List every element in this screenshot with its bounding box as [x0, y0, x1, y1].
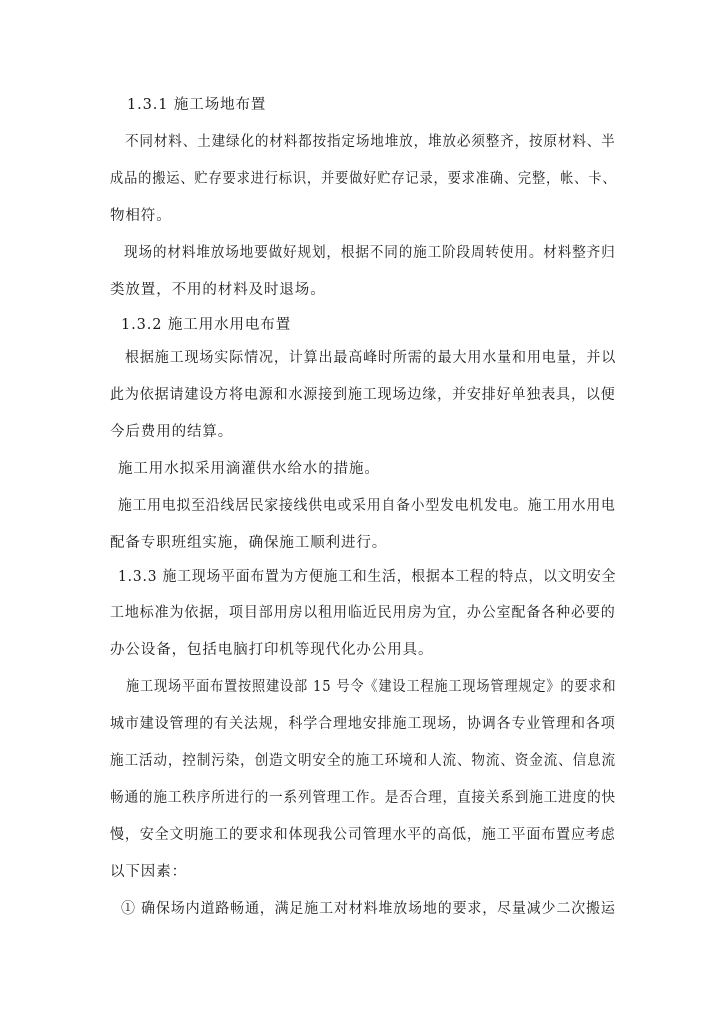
paragraph-line: 此为依据请建设方将电源和水源接到施工现场边缘，并安排好单独表具，以便 — [110, 387, 616, 403]
paragraph-line: 施工现场平面布置按照建设部 15 号令《建设工程施工现场管理规定》的要求和 — [126, 679, 617, 695]
paragraph-line: 根据施工现场实际情况，计算出最高峰时所需的最大用水量和用电量，并以 — [125, 350, 617, 366]
paragraph-line: 物相符。 — [110, 208, 172, 224]
paragraph-line: 现场的材料堆放场地要做好规划，根据不同的施工阶段周转使用。材料整齐归 — [124, 245, 616, 261]
section-heading-1-3-3: 1.3.3 施工现场平面布置为方便施工和生活，根据本工程的特点，以文明安全 — [118, 569, 617, 585]
section-heading-1-3-1: 1.3.1 施工场地布置 — [127, 97, 267, 113]
paragraph-line: 配备专职班组实施，确保施工顺利进行。 — [110, 535, 388, 551]
paragraph-line: 畅通的施工秩序所进行的一系列管理工作。是否合理，直接关系到施工进度的快 — [110, 790, 617, 806]
paragraph-line: 成品的搬运、贮存要求进行标识，并要做好贮存记录，要求准确、完整，帐、卡、 — [110, 171, 617, 187]
paragraph-line: 慢，安全文明施工的要求和体现我公司管理水平的高低，施工平面布置应考虑 — [110, 827, 616, 843]
section-heading-1-3-2: 1.3.2 施工用水用电布置 — [121, 317, 292, 333]
paragraph-line: 办公设备，包括电脑打印机等现代化办公用具。 — [110, 642, 434, 658]
list-item-line: ① 确保场内道路畅通，满足施工对材料堆放场地的要求，尽量减少二次搬运 — [121, 901, 616, 917]
paragraph-line: 城市建设管理的有关法规，科学合理地安排施工现场，协调各专业管理和各项 — [110, 716, 616, 732]
paragraph-line: 施工活动，控制污染，创造文明安全的施工环境和人流、物流、资金流、信息流 — [110, 753, 617, 769]
paragraph-line: 类放置，不用的材料及时退场。 — [110, 282, 326, 298]
paragraph-line: 施工用水拟采用滴灌供水给水的措施。 — [118, 461, 380, 477]
paragraph-line: 施工用电拟至沿线居民家接线供电或采用自备小型发电机发电。施工用水用电 — [118, 498, 616, 514]
paragraph-line: 今后费用的结算。 — [110, 424, 234, 440]
paragraph-line: 以下因素： — [110, 864, 187, 880]
paragraph-line: 不同材料、土建绿化的材料都按指定场地堆放，堆放必须整齐，按原材料、半 — [125, 134, 616, 150]
paragraph-line: 工地标准为依据，项目部用房以租用临近民用房为宜，办公室配备各种必要的 — [110, 605, 616, 621]
